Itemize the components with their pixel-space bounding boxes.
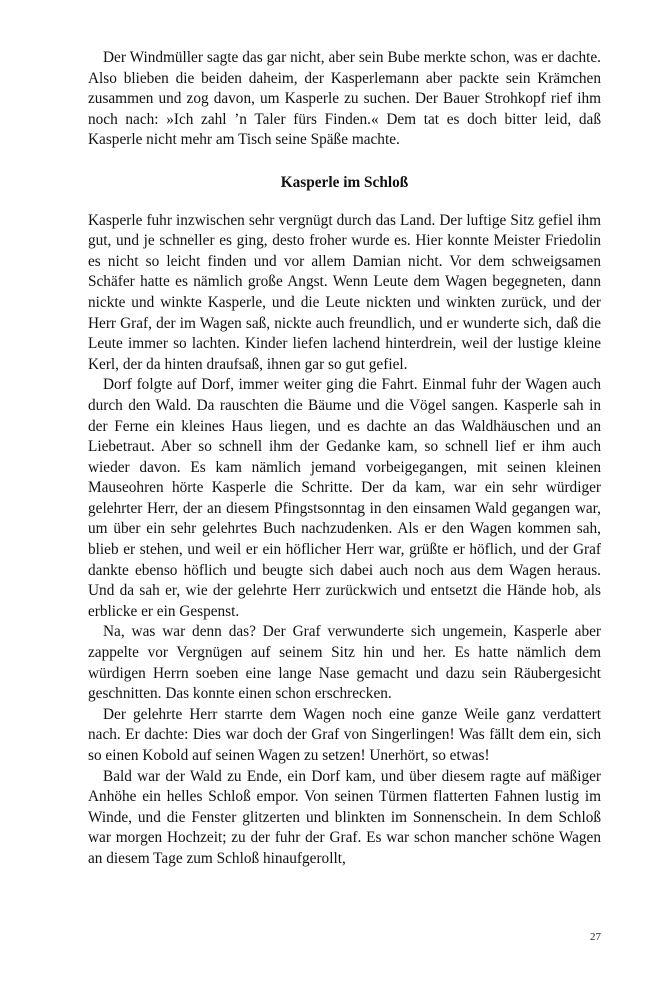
- paragraph-intro: Der Windmüller sagte das gar nicht, aber sein Bube merkte schon, was er dachte. Also blieben die beiden daheim, der Kasperlemann aber packte sein Krämchen zusammen und zog davon, um Kasperle zu suchen. Der Bauer Strohkopf rief ihm noch nach: »Ich zahl ’n Taler fürs Finden.« Dem tat es doch bitter leid, daß Kasperle nicht mehr am Tisch seine Späße machte.: [88, 49, 601, 149]
- paragraph-1: Kasperle fuhr inzwischen sehr vergnügt durch das Land. Der luftige Sitz gefiel ihm gut, und je schneller es ging, desto froher wurde es. Hier konnte Meister Friedolin es nicht so leicht finden und vor allem Damian nicht. Vor dem schweigsamen Schäfer hatte es nämlich große Angst. Wenn Leute dem Wagen begegneten, dann nickte und winkte Kasperle, und die Leute nickten und winkten zurück, und der Herr Graf, der im Wagen saß, nickte auch freundlich, und er wunderte sich, daß die Leute immer so lachten. Kinder liefen lachend hinterdrein, weil der lustige kleine Kerl, der da hinten draufsaß, ihnen gar so gut gefiel.: [88, 211, 601, 373]
- paragraph-3: Na, was war denn das? Der Graf verwunderte sich ungemein, Kasperle aber zappelte vor Vergnügen auf seinem Sitz hin und her. Es hatte nämlich dem würdigen Herrn soeben eine lange Nase gemacht und dazu sein Räubergesicht geschnitten. Das konnte einen schon erschrecken.: [88, 623, 601, 703]
- chapter-title: Kasperle im Schloß: [280, 173, 409, 191]
- page-number: 27: [590, 931, 601, 943]
- paragraph-4: Der gelehrte Herr starrte dem Wagen noch eine ganze Weile ganz verdattert nach. Er dachte: Dies war doch der Graf von Singerlingen! Was fällt dem ein, sich so einen Kobold auf seinen Wagen zu setzen! Unerhört, so etwas!: [88, 705, 601, 764]
- paragraph-2: Dorf folgte auf Dorf, immer weiter ging die Fahrt. Einmal fuhr der Wagen auch durch den Wald. Da rauschten die Bäume und die Vögel sangen. Kasperle sah in der Ferne ein kleines Haus liegen, und es dachte an das Waldhäuschen und an Liebetraut. Aber so schnell ihm der Gedanke kam, so schnell lief er ihm auch wieder davon. Es kam nämlich jemand vorbeigegangen, mit seinen kleinen Mauseohren hörte Kasperle die Schritte. Der da kam, war ein sehr würdiger gelehrter Herr, der an diesem Pfingstsonntag in den einsamen Wald gegangen war, um über ein sehr gelehrtes Buch nachzudenken. Als er den Wagen kommen sah, blieb er stehen, und weil er ein höflicher Herr war, grüßte er höflich, und der Graf dankte ebenso höflich und beugte sich dabei auch noch aus dem Wagen heraus. Und da sah er, wie der gelehrte Herr zurückwich und entsetzt die Hände hob, als erblicke er ein Gespenst.: [88, 376, 601, 620]
- paragraph-5: Bald war der Wald zu Ende, ein Dorf kam, und über diesem ragte auf mäßiger Anhöhe ein helles Schloß empor. Von seinen Türmen flatterten Fahnen lustig im Winde, und die Fenster glitzerten und blinkten im Sonnenschein. In dem Schloß war morgen Hochzeit; zu der fuhr der Graf. Es war schon mancher schöne Wagen an diesem Tage zum Schloß hinaufgerollt,: [88, 767, 601, 867]
- book-page: [88, 48, 601, 870]
